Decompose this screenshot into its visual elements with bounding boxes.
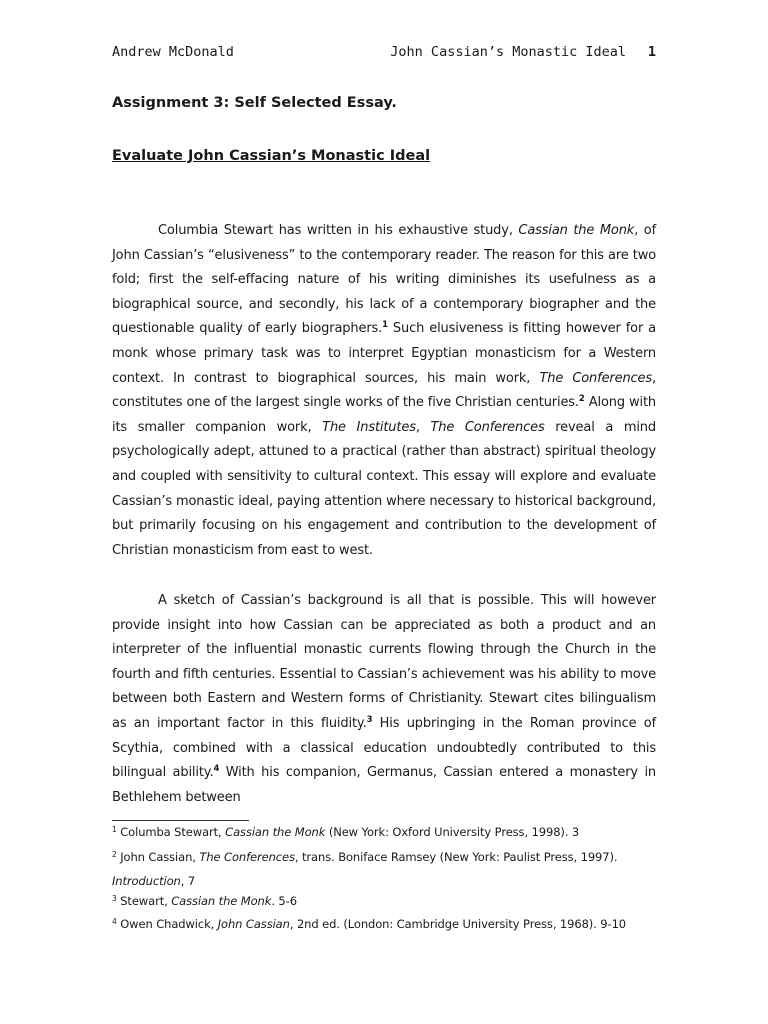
essay-title: Evaluate John Cassian’s Monastic Ideal: [112, 148, 431, 164]
footnote-text: . 5-6: [271, 894, 297, 908]
footnote-italic: Cassian the Monk: [171, 894, 272, 908]
text-run: Columbia Stewart has written in his exhaustive study,: [158, 223, 519, 238]
header-running-title: John Cassian’s Monastic Ideal: [390, 44, 626, 60]
footnote-text: Owen Chadwick,: [116, 917, 218, 931]
text-run: ,: [415, 419, 431, 435]
footnote-ref-2[interactable]: 2: [578, 394, 585, 405]
text-run: With his companion, Germanus, Cassian entered a monastery in Bethlehem between: [112, 765, 656, 805]
assignment-heading: Assignment 3: Self Selected Essay.: [112, 95, 397, 111]
text-run: His upbringing in the Roman province of Scythia, combined with a classical education undoubtedly contributed to this bilingual ability.: [112, 715, 656, 781]
footnote-italic: Introduction: [112, 874, 181, 888]
italic-title: Cassian the Monk: [518, 223, 635, 238]
text-run: , of John Cassian’s “elusiveness” to the contemporary reader. The reason for this are two fold; first the self-effacing nature of his writing diminishes its usefulness as a biographical source, and secondly, his lack of a contemporary biographer and the questionable quality of early biographers.: [112, 223, 656, 337]
footnote-text: John Cassian,: [116, 850, 200, 864]
footnote-text: Columba Stewart,: [116, 825, 226, 839]
footnote-4: [112, 912, 672, 936]
footnote-text: , 7: [180, 874, 196, 888]
footnote-number: 2: [112, 850, 117, 859]
header-author: Andrew McDonald: [112, 44, 234, 60]
text-run: , constitutes one of the largest single works of the five Christian centuries.: [112, 370, 656, 411]
text-run: reveal a mind psychologically adept, attuned to a practical (rather than abstract) spiritual theology and coupled with sensitivity to cultural context. This essay will explore and evaluate Cassian’s monastic ideal, paying attention where necessary to historical background, but primarily focusing on his engagement and contribution to the development of Christian monasticism from east to west.: [112, 419, 656, 558]
footnote-italic: Cassian the Monk: [225, 825, 326, 839]
italic-title: The Conferences: [430, 419, 545, 435]
running-header: [112, 44, 656, 64]
footnote-ref-1[interactable]: 1: [382, 320, 388, 331]
text-run: Along with its smaller companion work,: [112, 395, 656, 435]
page-number: 1: [647, 44, 656, 60]
footnote-number: 1: [112, 825, 117, 834]
footnote-text: (New York: Oxford University Press, 1998). 3: [325, 825, 580, 839]
footnote-text: , 2nd ed. (London: Cambridge University Press, 1968). 9-10: [289, 917, 626, 931]
paragraph-2: [112, 589, 656, 810]
footnote-text: , trans. Boniface Ramsey (New York: Paulist Press, 1997).: [294, 850, 618, 864]
footnote-3: [112, 889, 672, 913]
footnote-italic: The Conferences: [199, 850, 295, 864]
footnote-ref-3[interactable]: 3: [366, 714, 373, 725]
italic-title: The Institutes: [322, 419, 416, 435]
footnote-2: [112, 845, 672, 893]
footnote-number: 3: [112, 894, 117, 903]
text-run: A sketch of Cassian’s background is all that is possible. This will however provide insight into how Cassian can be appreciated as both a product and an interpreter of the influential monastic currents flowing through the Church in the fourth and fifth centuries. Essential to Cassian’s achievement was his ability to move between both Eastern and Western forms of Christianity. Stewart cites bilingualism as an important factor in this fluidity.: [112, 593, 656, 731]
footnote-italic: John Cassian: [217, 917, 290, 931]
italic-title: The Conferences: [539, 370, 653, 386]
text-run: Such elusiveness is fitting however for a monk whose primary task was to interpret Egyptian monasticism for a Western context. In contrast to biographical sources, his main work,: [112, 321, 656, 386]
footnote-number: 4: [112, 917, 117, 926]
footnote-1: [112, 820, 672, 844]
footnote-ref-4[interactable]: 4: [213, 764, 220, 775]
footnote-text: Stewart,: [116, 894, 172, 908]
paragraph-1: [112, 219, 656, 563]
